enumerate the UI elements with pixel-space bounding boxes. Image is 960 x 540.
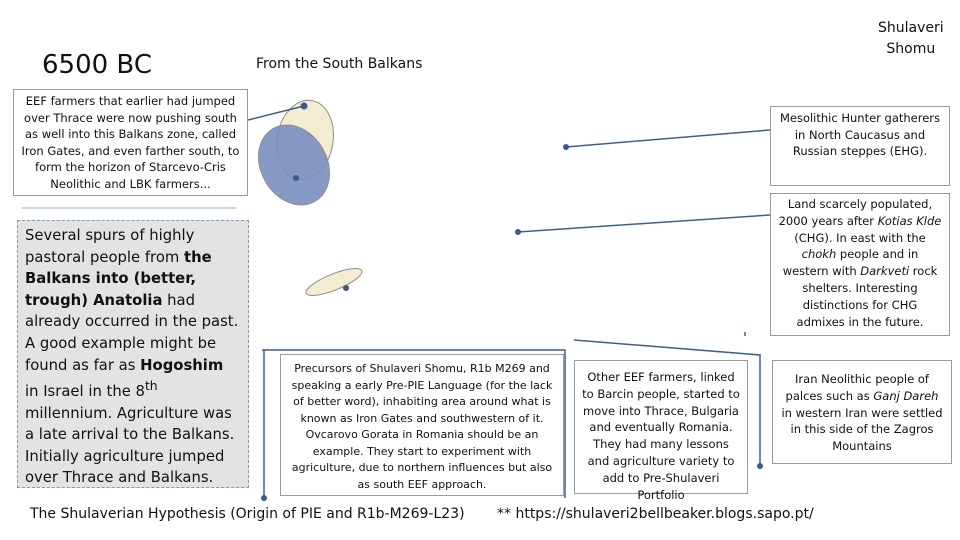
land-ital-1: Kotias Klde — [877, 213, 942, 228]
eef-farmers-box: EEF farmers that earlier had jumped over Thrace were now pushing south as well into this Balkans zone, called Iron Gates, and even farther south, to form the horizon of Starcevo-Cris Neolithic and LBK farmers... — [13, 89, 248, 196]
dot-meso — [563, 144, 569, 150]
iron-gates-ellipse — [303, 263, 365, 300]
dot-eef — [301, 103, 308, 110]
iran-text-1: Iran Neolithic people of palces such as — [785, 372, 929, 403]
spurs-sup: th — [144, 379, 158, 394]
land-text-3: people and in western with — [782, 247, 919, 279]
corner-label-line2: Shomu — [886, 41, 936, 57]
iran-text-2: in western Iran were settled in this side of the Zagros Mountains — [781, 405, 943, 454]
dot-other-right — [757, 463, 763, 469]
subtitle: From the South Balkans — [256, 56, 423, 72]
land-populated-box — [770, 193, 950, 336]
year-title: 6500 BC — [42, 50, 152, 80]
other-eef-box: Other EEF farmers, linked to Barcin people, started to move into Thrace, Bulgaria and eventually Romania. They had many lessons and agriculture variety to add to Pre-Shulaveri Portfolio — [574, 360, 748, 494]
precursors-box: Precursors of Shulaveri Shomu, R1b M269 and speaking a early Pre-PIE Language (for the lack of better word), inhabiting area around what is known as Iron Gates and southwestern of it. Ovcarovo Gorata in Romania should be an example. They start to experiment with agriculture, due to northern influences but also as south EEF approach. — [280, 354, 564, 496]
spurs-text-4: millennium. Agriculture was a late arrival to the Balkans. Initially agriculture jumped over Thrace and Balkans. — [25, 404, 235, 487]
corner-label-line1: Shulaveri — [878, 20, 944, 36]
dot-precursors — [261, 495, 267, 501]
connector-land — [518, 215, 770, 232]
spurs-text-1: Several spurs of highly pastoral people from — [25, 227, 195, 266]
footer-link[interactable]: ** https://shulaveri2bellbeaker.blogs.sapo.pt/ — [497, 506, 814, 522]
land-text-1: Land scarcely populated, 2000 years after — [778, 197, 933, 228]
pastoral-spurs-box — [17, 220, 249, 488]
land-ital-3: Darkveti — [860, 264, 910, 279]
land-ital-2: chokh — [801, 247, 837, 262]
land-text-4: rock shelters. Interesting distinctions for CHG admixes in the future. — [796, 264, 938, 329]
footer-title: The Shulaverian Hypothesis (Origin of PIE and R1b-M269-L23) — [30, 506, 465, 522]
dot-iron-gates — [343, 285, 349, 291]
dot-land — [515, 229, 521, 235]
iran-neolithic-box — [772, 360, 952, 464]
spurs-bold-1: the Balkans into (better, trough) Anatolia — [25, 248, 212, 309]
land-text-2: (CHG). In east with the — [794, 230, 926, 245]
corner-label — [878, 18, 944, 60]
spurs-text-3: in Israel in the 8 — [25, 383, 145, 401]
spurs-bold-2: Hogoshim — [140, 356, 224, 374]
spurs-text-2: had already occurred in the past. A good example might be found as far as — [25, 291, 239, 374]
mesolithic-box: Mesolithic Hunter gatherers in North Caucasus and Russian steppes (EHG). — [770, 106, 950, 186]
connector-meso — [566, 130, 770, 147]
iran-ital-1: Ganj Dareh — [873, 388, 939, 403]
dot-balkans — [293, 175, 299, 181]
